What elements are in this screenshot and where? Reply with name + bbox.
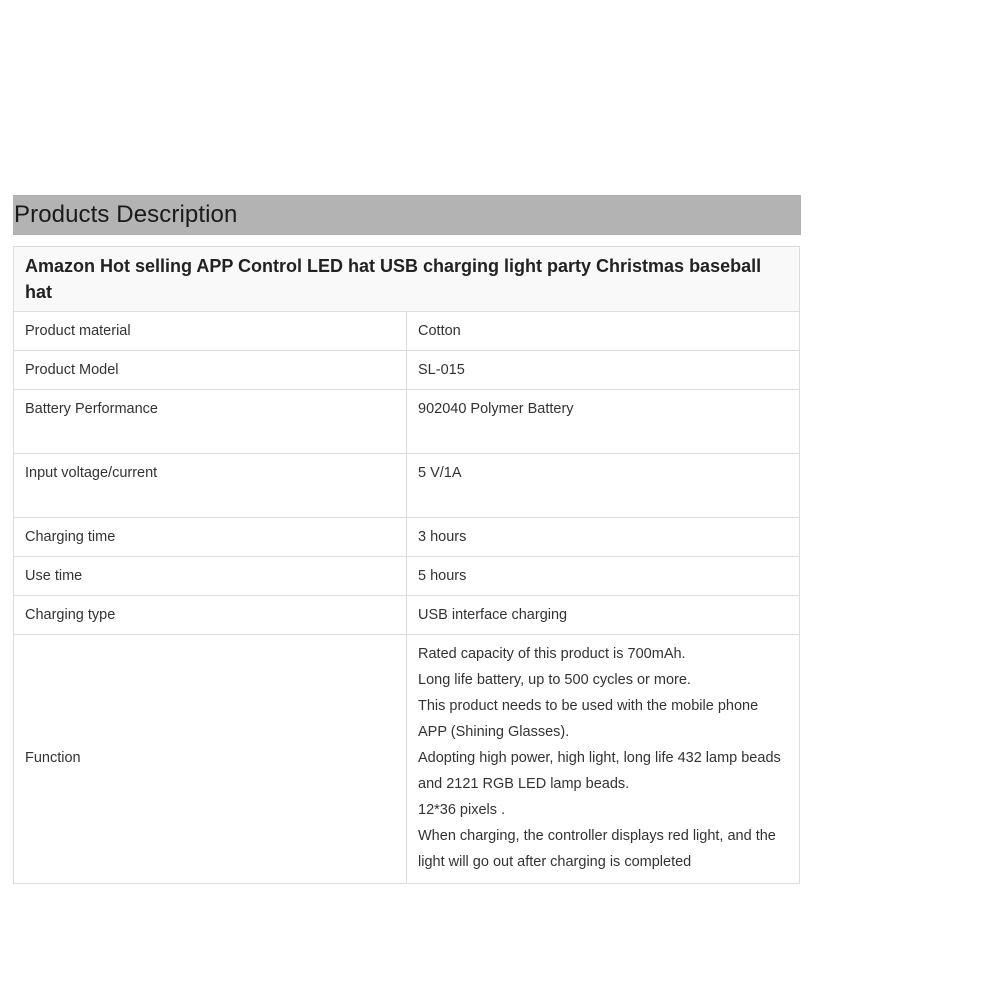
spec-label: Charging type (14, 596, 407, 635)
function-line: Rated capacity of this product is 700mAh. (418, 646, 686, 662)
section-title: Products Description (14, 201, 238, 228)
spec-row-material (14, 312, 800, 351)
spec-value: 5 hours (407, 557, 800, 596)
spec-row-model (14, 351, 800, 390)
spec-row-input (14, 454, 800, 518)
spec-value: 902040 Polymer Battery (407, 390, 800, 454)
spec-value: SL-015 (407, 351, 800, 390)
spec-label: Product Model (14, 351, 407, 390)
product-spec-table (13, 246, 800, 884)
function-description (407, 635, 800, 884)
section-header (13, 195, 801, 235)
spec-label: Product material (14, 312, 407, 351)
function-line: Long life battery, up to 500 cycles or more. (418, 672, 691, 688)
spec-value: 5 V/1A (407, 454, 800, 518)
function-line: This product needs to be used with the mobile phone APP (Shining Glasses). (418, 698, 759, 740)
spec-value: Cotton (407, 312, 800, 351)
spec-label: Input voltage/current (14, 454, 407, 518)
table-header-row (14, 247, 800, 312)
spec-label: Function (14, 635, 407, 884)
function-line: Adopting high power, high light, long life 432 lamp beads and 2121 RGB LED lamp beads. (418, 750, 781, 792)
spec-label: Charging time (14, 518, 407, 557)
spec-row-battery (14, 390, 800, 454)
spec-label: Use time (14, 557, 407, 596)
spec-row-function (14, 635, 800, 884)
spec-row-use-time (14, 557, 800, 596)
spec-value: USB interface charging (407, 596, 800, 635)
product-headline: Amazon Hot selling APP Control LED hat USB charging light party Christmas baseball hat (14, 247, 800, 312)
spec-row-charging-type (14, 596, 800, 635)
function-line: 12*36 pixels . (418, 802, 506, 818)
spec-row-charging-time (14, 518, 800, 557)
function-line: When charging, the controller displays red light, and the light will go out after charging is completed (418, 828, 776, 870)
spec-label: Battery Performance (14, 390, 407, 454)
spec-value: 3 hours (407, 518, 800, 557)
